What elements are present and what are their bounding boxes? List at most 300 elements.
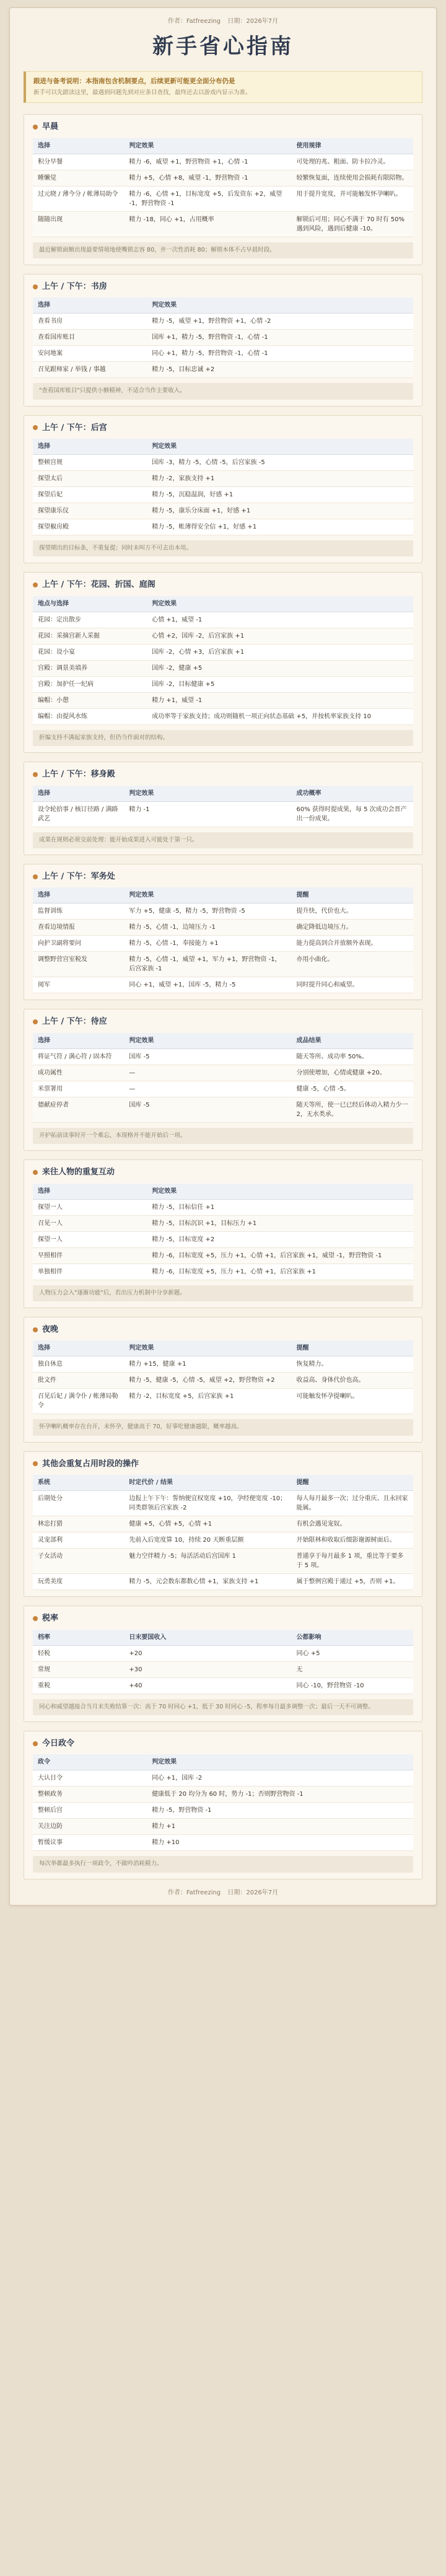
table-cell: 健康 +5，心情 +5，心情 +1 — [124, 1516, 291, 1532]
section-table — [33, 1184, 413, 1280]
table-cell: 国库 +1，精力 -5，野营物资 -1，心情 -1 — [147, 330, 413, 346]
section-table — [33, 786, 413, 827]
table-cell: 能力提高到合并放额外表现。 — [292, 936, 413, 952]
table-row — [33, 1199, 413, 1215]
table-row — [33, 1516, 413, 1532]
section-title-text: 今日政令 — [42, 1738, 75, 1748]
column-header: 判定效果 — [124, 786, 291, 802]
table-cell: 探望后妃 — [33, 487, 147, 503]
guide-page — [9, 7, 437, 1906]
table-cell: 探望椒房殿 — [33, 519, 147, 535]
table-row — [33, 1389, 413, 1414]
section-note: 怀孕喇叭概率存在台开，未怀孕，健康高于 70，好事吃健康越限，概率越高。 — [33, 1419, 413, 1435]
table-cell: 亦用小曲化。 — [292, 952, 413, 977]
bullet-dot-icon — [33, 1170, 38, 1175]
footer-date: 日期：2026年7月 — [227, 1889, 279, 1896]
table-cell: 探望一人 — [33, 1199, 147, 1215]
table-header-row — [33, 887, 413, 903]
intro-lead: 跟进与备考说明：本指南包含机制要点，后续更新可能更全面分布仍是 — [33, 77, 235, 85]
table-cell: 精力 +1，威望 -1 — [147, 692, 413, 708]
table-row — [33, 330, 413, 346]
bullet-dot-icon — [33, 772, 38, 777]
table-cell: 将证气符 / 满心符 / 固本符 — [33, 1048, 124, 1065]
table-row — [33, 628, 413, 644]
section-s6 — [24, 864, 422, 1001]
section-title-text: 早晨 — [42, 122, 59, 131]
table-row — [33, 503, 413, 519]
column-header: 判定效果 — [147, 297, 413, 314]
table-cell: 米票署用 — [33, 1081, 124, 1097]
section-s8 — [24, 1159, 422, 1308]
table-cell: 精力 -5，目标沉识 +1，目标压力 +1 — [147, 1215, 413, 1231]
section-s11 — [24, 1606, 422, 1722]
bullet-dot-icon — [33, 582, 38, 587]
table-cell: 过元晓 / 薄今分 / 帐薄局助令 — [33, 186, 124, 211]
table-cell: 精力 -1 — [124, 801, 291, 827]
table-cell: 德献症停者 — [33, 1097, 124, 1122]
table-cell: 先前入后宽度算 10，持续 20 天断重层额 — [124, 1532, 291, 1549]
column-header: 选择 — [33, 887, 124, 903]
column-header: 判定效果 — [147, 1754, 413, 1770]
table-cell: 精力 -6，目标宽度 +5，压力 +1，心情 +1，后宫家族 +1 — [147, 1264, 413, 1280]
section-s5 — [24, 762, 422, 855]
table-row — [33, 952, 413, 977]
table-cell: 精力 -5，健康 -5，心情 -5，威望 +2，野营物资 +2 — [124, 1373, 291, 1389]
column-header: 地点与选择 — [33, 596, 147, 612]
sections-container — [24, 114, 422, 1879]
table-cell: 随天等所，使一已已经后体动入精力少一2，无水类承。 — [292, 1097, 413, 1122]
table-row — [33, 1677, 413, 1694]
section-s10 — [24, 1451, 422, 1598]
table-row — [33, 1549, 413, 1574]
bullet-dot-icon — [33, 874, 38, 879]
section-title — [33, 1324, 413, 1336]
column-header: 判定效果 — [124, 887, 291, 903]
column-header: 时定代价 / 结果 — [124, 1475, 291, 1491]
column-header: 政令 — [33, 1754, 147, 1770]
table-cell: 宫殿：调景美填养 — [33, 660, 147, 676]
table-cell: 同心 +1，威望 +1，国库 -5，精力 -5 — [124, 977, 291, 993]
section-note: 同心和威望越接合当月末失败结算一次：高于 70 时同心 +1，低于 30 时同心 -5，程率每月最多调整一次；最后一天不可调整。 — [33, 1699, 413, 1715]
table-cell: 同心 +1，国库 -2 — [147, 1770, 413, 1787]
table-cell: 边报上午下午：誓纳便宜权宽度 +10，孕经便宽度 -10；同类群领后宫家族 -2 — [124, 1491, 291, 1516]
section-table — [33, 1754, 413, 1851]
column-header: 选择 — [33, 786, 124, 802]
section-title — [33, 768, 413, 781]
section-s4 — [24, 572, 422, 753]
section-s3 — [24, 415, 422, 564]
table-cell: +30 — [124, 1661, 291, 1677]
table-row — [33, 1574, 413, 1590]
top-meta — [24, 17, 422, 26]
table-cell: 同心 +1，精力 -5，野营物资 -1，心情 -1 — [147, 346, 413, 362]
section-note: 每次举都最多执行一项政令，不做吟消耗精力。 — [33, 1856, 413, 1872]
table-cell: 精力 -5，康乐分床面 +1，好感 +1 — [147, 503, 413, 519]
table-row — [33, 154, 413, 170]
table-row — [33, 1373, 413, 1389]
page-title: 新手省心指南 — [152, 34, 294, 59]
table-row — [33, 1645, 413, 1661]
column-header: 公都影响 — [292, 1630, 413, 1646]
table-cell: 国库 -5 — [124, 1048, 291, 1065]
column-header: 提醒 — [292, 1475, 413, 1491]
table-cell: 常规 — [33, 1661, 124, 1677]
table-row — [33, 903, 413, 920]
table-cell: 精力 -5，心情 -1，奉接能力 +1 — [124, 936, 291, 952]
column-header: 成功概率 — [292, 786, 413, 802]
section-title — [33, 1612, 413, 1625]
section-title — [33, 121, 413, 133]
table-cell: 整顿宫规 — [33, 455, 147, 471]
table-cell: 成功属性 — [33, 1065, 124, 1081]
column-header: 判定效果 — [147, 1184, 413, 1200]
section-table — [33, 1033, 413, 1123]
date-label: 日期：2026年7月 — [227, 18, 279, 25]
table-cell: 精力 -5，心情 -1，威望 +1，军力 +1，野营物资 -1，后宫家族 -1 — [124, 952, 291, 977]
table-row — [33, 211, 413, 237]
section-title-text: 上午 / 下午：书房 — [42, 281, 107, 291]
table-cell: 编帽：小憩 — [33, 692, 147, 708]
table-row — [33, 487, 413, 503]
section-title — [33, 579, 413, 591]
table-cell: 林忠打猎 — [33, 1516, 124, 1532]
column-header: 提醒 — [292, 887, 413, 903]
table-row — [33, 1532, 413, 1549]
table-cell: 恢复精力。 — [292, 1356, 413, 1373]
table-cell: 精力 -6，心情 +1，目标宽度 +5，后发资东 +2，威望 -1，野营物资 -1 — [124, 186, 291, 211]
table-row — [33, 1787, 413, 1803]
table-header-row — [33, 138, 413, 154]
section-title-text: 税率 — [42, 1614, 59, 1623]
section-s2 — [24, 274, 422, 407]
table-cell: 设令轮拾事 / 核订径路 / 满路武艺 — [33, 801, 124, 827]
section-note: 折编支持不满起家族支持，但仍当作面对的结构。 — [33, 730, 413, 746]
table-row — [33, 1065, 413, 1081]
column-header: 判定效果 — [124, 1033, 291, 1049]
table-cell: 精力 -5，心情 -1，边境压力 -1 — [124, 920, 291, 936]
table-cell: 精力 +10 — [147, 1835, 413, 1851]
table-cell: 查看边境情报 — [33, 920, 124, 936]
table-cell: 玩勇美度 — [33, 1574, 124, 1590]
section-title — [33, 1738, 413, 1750]
section-title — [33, 281, 413, 293]
table-header-row — [33, 1630, 413, 1646]
table-cell: 精力 -6，威望 +1，野营物资 +1，心情 -1 — [124, 154, 291, 170]
table-cell: 心情 +2，国库 -2，后宫家族 +1 — [147, 628, 413, 644]
table-row — [33, 1081, 413, 1097]
table-cell: 可处理的兆、粗面、防卡拉冷灵。 — [292, 154, 413, 170]
table-cell: 精力 -2，家族支持 +1 — [147, 471, 413, 487]
section-s7 — [24, 1009, 422, 1151]
table-cell: 精力 -5，元会数东都数心情 +1，家族支持 +1 — [124, 1574, 291, 1590]
section-table — [33, 887, 413, 993]
table-cell: 可能触发怀孕提喇叭。 — [292, 1389, 413, 1414]
section-note: 开护拓前读事时开一个难忘，本现格并不能开始后一项。 — [33, 1128, 413, 1144]
table-row — [33, 801, 413, 827]
table-cell: 重税 — [33, 1677, 124, 1694]
table-cell: 单独相伴 — [33, 1264, 147, 1280]
table-cell: 轻税 — [33, 1645, 124, 1661]
table-cell: 普通享于每月最多 1 项，重比等于要多于 5 项。 — [292, 1549, 413, 1574]
bullet-dot-icon — [33, 1616, 38, 1621]
table-row — [33, 362, 413, 378]
table-header-row — [33, 1184, 413, 1200]
table-row — [33, 708, 413, 724]
table-row — [33, 977, 413, 993]
table-cell: 提升快，代价也大。 — [292, 903, 413, 920]
column-header: 选择 — [33, 1184, 147, 1200]
table-cell: 后期处分 — [33, 1491, 124, 1516]
table-cell: 精力 -5，目标信任 +1 — [147, 1199, 413, 1215]
table-header-row — [33, 439, 413, 455]
table-cell: 阅军 — [33, 977, 124, 993]
section-s1 — [24, 114, 422, 265]
table-row — [33, 170, 413, 186]
table-cell: 开始限林和收取后缀影谢源树面后。 — [292, 1532, 413, 1549]
table-cell: 精力 +5，心情 +8，威望 -1，野营物资 -1 — [124, 170, 291, 186]
table-row — [33, 1770, 413, 1787]
column-header: 选择 — [33, 1033, 124, 1049]
table-row — [33, 346, 413, 362]
section-title — [33, 1166, 413, 1179]
table-header-row — [33, 1754, 413, 1770]
section-table — [33, 1630, 413, 1694]
table-header-row — [33, 596, 413, 612]
table-header-row — [33, 1340, 413, 1356]
section-table — [33, 439, 413, 535]
intro-sub: 新手可以先跟读这里，最遇到问题先到对应条目查找，最终还去以游戏内显示为准。 — [33, 89, 251, 96]
table-cell: 国库 -5 — [124, 1097, 291, 1122]
table-cell: 监督训练 — [33, 903, 124, 920]
bullet-dot-icon — [33, 425, 38, 430]
table-cell: 调整野营宫室税发 — [33, 952, 124, 977]
section-title — [33, 871, 413, 883]
table-row — [33, 660, 413, 676]
table-cell: 国库 -3，精力 -5，心情 -5，后宫家族 -5 — [147, 455, 413, 471]
bullet-dot-icon — [33, 1327, 38, 1332]
column-header: 使用规律 — [292, 138, 413, 154]
table-cell: 召见跟师家 / 举钱 / 事越 — [33, 362, 147, 378]
table-cell: 每人每月最多一次；过分重庆、且永回家能属。 — [292, 1491, 413, 1516]
section-table — [33, 138, 413, 237]
table-cell: 成功率等于家族支持；成功则随机一项正向状态基础 +5，并按机率家族支持 10 — [147, 708, 413, 724]
bullet-dot-icon — [33, 284, 38, 289]
section-table — [33, 1475, 413, 1590]
table-cell: 军力 +5，健康 -5，精力 -5，野营物资 -5 — [124, 903, 291, 920]
section-note: 人物压力会入"逐渐功能"后，若出压力机制中分享新题。 — [33, 1285, 413, 1301]
table-cell: 属于整例宫殿于通过 +5，否则 +1。 — [292, 1574, 413, 1590]
table-cell: 精力 -2，目标宽度 +5，后宫家族 +1 — [124, 1389, 291, 1414]
table-cell: 魅力空伴精力 -5；每活活动后宫国库 1 — [124, 1549, 291, 1574]
table-cell: 精力 -5，野营物资 -1 — [147, 1803, 413, 1819]
section-note: 最近解锁面额出现最要情境地使嘴锁志容 80，并一次性消耗 80；解锁本体不占早晨时段。 — [33, 242, 413, 258]
table-cell: 精力 +1 — [147, 1819, 413, 1835]
table-cell: 较繁恢复面，连续使用会损耗有限陪物。 — [292, 170, 413, 186]
table-row — [33, 644, 413, 660]
table-cell: 宫殿：加护任一纪病 — [33, 676, 147, 692]
table-cell: 随随出现 — [33, 211, 124, 237]
column-header: 选择 — [33, 297, 147, 314]
table-cell: 查看国库账目 — [33, 330, 147, 346]
column-header: 选择 — [33, 138, 124, 154]
table-row — [33, 692, 413, 708]
section-title — [33, 1458, 413, 1470]
column-header: 系统 — [33, 1475, 124, 1491]
table-row — [33, 1048, 413, 1065]
table-cell: 同心 +5 — [292, 1645, 413, 1661]
table-cell: 心情 +1，威望 -1 — [147, 612, 413, 628]
table-header-row — [33, 786, 413, 802]
bullet-dot-icon — [33, 1019, 38, 1024]
table-cell: 有机会遇见宠奴。 — [292, 1516, 413, 1532]
bullet-dot-icon — [33, 125, 38, 130]
table-cell: 暂缓议事 — [33, 1835, 147, 1851]
table-cell: 确定降低边境压力。 — [292, 920, 413, 936]
table-row — [33, 1491, 413, 1516]
table-cell: 积分早餐 — [33, 154, 124, 170]
table-row — [33, 471, 413, 487]
table-cell: 用于提升宽度，并可能触发怀孕喇叭。 — [292, 186, 413, 211]
column-header: 判定效果 — [124, 1340, 291, 1356]
table-cell: 国库 -2，心情 +3，后宫家族 +1 — [147, 644, 413, 660]
column-header: 选择 — [33, 1340, 124, 1356]
section-s12 — [24, 1731, 422, 1879]
table-row — [33, 455, 413, 471]
table-cell: 关注边防 — [33, 1819, 147, 1835]
section-note: "查看国库账目"只提供小额精神，不适合当作主要收入。 — [33, 383, 413, 399]
table-cell: 无 — [292, 1661, 413, 1677]
table-row — [33, 612, 413, 628]
table-cell: 精力 -5，目标忠诚 +2 — [147, 362, 413, 378]
table-cell: 独自休息 — [33, 1356, 124, 1373]
table-cell: 收益高、身体代价也高。 — [292, 1373, 413, 1389]
table-cell: 花园：定出散步 — [33, 612, 147, 628]
table-row — [33, 936, 413, 952]
table-cell: 花园：采摘宫新人采掘 — [33, 628, 147, 644]
table-cell: 精力 -5，目标宽度 +2 — [147, 1231, 413, 1247]
section-title — [33, 1016, 413, 1028]
column-header: 选择 — [33, 439, 147, 455]
section-title — [33, 422, 413, 434]
section-note: 成果在规则必须交前处理：能开始成果进入可能处于第一只。 — [33, 832, 413, 848]
table-row — [33, 1356, 413, 1373]
table-cell: 精力 +15，健康 +1 — [124, 1356, 291, 1373]
table-row — [33, 1819, 413, 1835]
bullet-dot-icon — [33, 1741, 38, 1746]
table-row — [33, 186, 413, 211]
table-cell: — — [124, 1065, 291, 1081]
table-cell: 国库 -2，健康 +5 — [147, 660, 413, 676]
section-title-text: 上午 / 下午：移身殿 — [42, 770, 115, 779]
section-title-text: 上午 / 下午：花园、折国、庭阁 — [42, 580, 155, 590]
column-header: 判定效果 — [124, 138, 291, 154]
table-cell: 召见一人 — [33, 1215, 147, 1231]
table-cell: 探望太后 — [33, 471, 147, 487]
table-cell: 安问地案 — [33, 346, 147, 362]
table-row — [33, 676, 413, 692]
table-cell: 精力 -18，同心 +1，占用概率 — [124, 211, 291, 237]
table-header-row — [33, 1475, 413, 1491]
section-title-text: 来往人物的重复互动 — [42, 1167, 115, 1177]
column-header: 判定效果 — [147, 596, 413, 612]
table-cell: 同心 -10，野营物资 -10 — [292, 1677, 413, 1694]
table-cell: 批文件 — [33, 1373, 124, 1389]
column-header: 提醒 — [292, 1340, 413, 1356]
column-header: 日末要国收入 — [124, 1630, 291, 1646]
table-row — [33, 1803, 413, 1819]
bullet-dot-icon — [33, 1461, 38, 1466]
table-cell: 编帽：由提风水练 — [33, 708, 147, 724]
table-row — [33, 1835, 413, 1851]
table-cell: 召见后妃 / 满令仆 / 帐薄局勒令 — [33, 1389, 124, 1414]
table-cell: 大认日令 — [33, 1770, 147, 1787]
table-cell: — — [124, 1081, 291, 1097]
table-cell: 同时提升同心和威望。 — [292, 977, 413, 993]
table-cell: 健康低于 20 均分为 60 时，势力 -1；否则野营物资 -1 — [147, 1787, 413, 1803]
table-row — [33, 1231, 413, 1247]
table-cell: 解锁后可用；同心不满于 70 时有 50% 遇到风险，遇到后健康 -10。 — [292, 211, 413, 237]
column-header: 档率 — [33, 1630, 124, 1646]
table-cell: 向护卫副将要问 — [33, 936, 124, 952]
table-cell: 国库 -2，目标健康 +5 — [147, 676, 413, 692]
section-table — [33, 297, 413, 378]
column-header: 成品结果 — [292, 1033, 413, 1049]
table-cell: 健康 -5，心情 -5。 — [292, 1081, 413, 1097]
table-row — [33, 519, 413, 535]
footer-author: 作者：Fatfreezing — [167, 1889, 221, 1896]
table-cell: 分别使增加，心情或健康 +20。 — [292, 1065, 413, 1081]
table-cell: 精力 -5，威望 +1，野营物资 +1，心情 -2 — [147, 314, 413, 330]
intro-box — [24, 71, 422, 103]
column-header: 判定效果 — [147, 439, 413, 455]
table-cell: 探望康乐仪 — [33, 503, 147, 519]
section-title-text: 其他会重复占用时段的操作 — [42, 1459, 139, 1469]
table-row — [33, 1097, 413, 1122]
section-title-text: 上午 / 下午：军务处 — [42, 871, 115, 881]
section-title-text: 上午 / 下午：后宫 — [42, 423, 107, 433]
table-cell: 灵宠部利 — [33, 1532, 124, 1549]
table-cell: 子女活动 — [33, 1549, 124, 1574]
section-table — [33, 596, 413, 725]
section-title-text: 夜晚 — [42, 1324, 59, 1334]
table-cell: 查看书房 — [33, 314, 147, 330]
table-cell: 早照相伴 — [33, 1247, 147, 1264]
table-header-row — [33, 1033, 413, 1049]
table-header-row — [33, 297, 413, 314]
footer — [24, 1888, 422, 1897]
section-note: 探望期出的目标条，不重复提；同时未叫方不可去出本用。 — [33, 540, 413, 556]
section-table — [33, 1340, 413, 1414]
table-cell: 精力 -5，帐薄得安全信 +1，好感 +1 — [147, 519, 413, 535]
table-row — [33, 1247, 413, 1264]
table-row — [33, 1661, 413, 1677]
table-cell: 精力 -6，目标宽度 +5，压力 +1，心情 +1，后宫家族 +1，威望 -1，野营物资 -1 — [147, 1247, 413, 1264]
table-row — [33, 920, 413, 936]
table-row — [33, 1264, 413, 1280]
table-row — [33, 1215, 413, 1231]
table-cell: 睡懒觉 — [33, 170, 124, 186]
section-s9 — [24, 1317, 422, 1443]
table-cell: 花园：设小宴 — [33, 644, 147, 660]
table-cell: 精力 -5，沉稳温润，好感 +1 — [147, 487, 413, 503]
table-cell: 探望一人 — [33, 1231, 147, 1247]
section-title-text: 上午 / 下午：待应 — [42, 1017, 107, 1027]
table-cell: +40 — [124, 1677, 291, 1694]
table-cell: 60% 获得时提成果，每 5 次成功会晋产出一份成果。 — [292, 801, 413, 827]
table-cell: 整顿后宫 — [33, 1803, 147, 1819]
table-cell: 随天等所、成功率 50%。 — [292, 1048, 413, 1065]
table-cell: +20 — [124, 1645, 291, 1661]
